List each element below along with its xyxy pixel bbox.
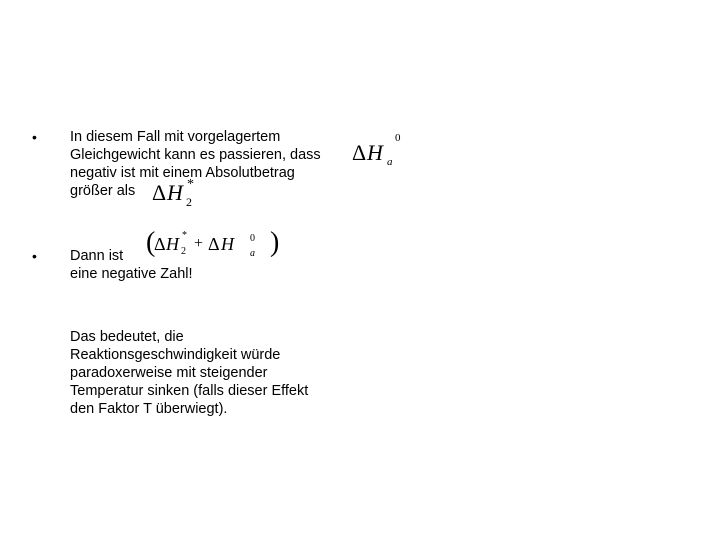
paragraph-2-line-1: Dann ist [70,248,124,264]
formula-delta-h-2-star [152,177,212,214]
paragraph-3-line-4: Temperatur sinken (falls dieser Effekt [70,383,309,399]
paragraph-2-line-2: eine negative Zahl! [70,266,193,282]
formula-plus: + [194,235,204,252]
formula-delta-symbol: Δ [152,180,167,205]
formula-delta-symbol-1: Δ [154,234,166,254]
formula-subscript-2: a [250,248,255,259]
bullet-marker-2: • [32,248,37,264]
formula-delta-symbol: Δ [352,140,367,165]
formula-subscript: a [387,156,393,168]
paragraph-3-line-5: den Faktor T überwiegt). [70,401,228,417]
formula-superscript-2: 0 [250,233,255,244]
formula-delta-h-a-0 [352,132,412,172]
formula-sum [146,227,286,266]
formula-h-symbol: H [367,140,383,165]
formula-h-symbol-1: H [166,234,179,254]
paragraph-1-line-1: In diesem Fall mit vorgelagertem [70,129,281,145]
formula-close-paren: ) [270,227,280,258]
formula-open-paren: ( [146,227,156,258]
paragraph-3-line-2: Reaktionsgeschwindigkeit würde [70,347,281,363]
paragraph-3-line-3: paradoxerweise mit steigender [70,365,268,381]
formula-superscript: 0 [395,132,401,144]
paragraph-1-line-3: negativ ist mit einem Absolutbetrag [70,165,295,181]
paragraph-1-line-2: Gleichgewicht kann es passieren, dass [70,147,321,163]
formula-subscript: 2 [186,195,192,209]
formula-h-symbol-2: H [221,234,234,254]
paragraph-1-line-4: größer als [70,183,136,199]
formula-delta-symbol-2: Δ [208,234,220,254]
paragraph-3-line-1: Das bedeutet, die [70,329,184,345]
formula-subscript-1: 2 [181,246,186,257]
formula-h-symbol: H [167,180,183,205]
bullet-marker-1: • [32,129,37,145]
formula-superscript: * [187,177,194,192]
formula-superscript-1: * [182,230,187,241]
